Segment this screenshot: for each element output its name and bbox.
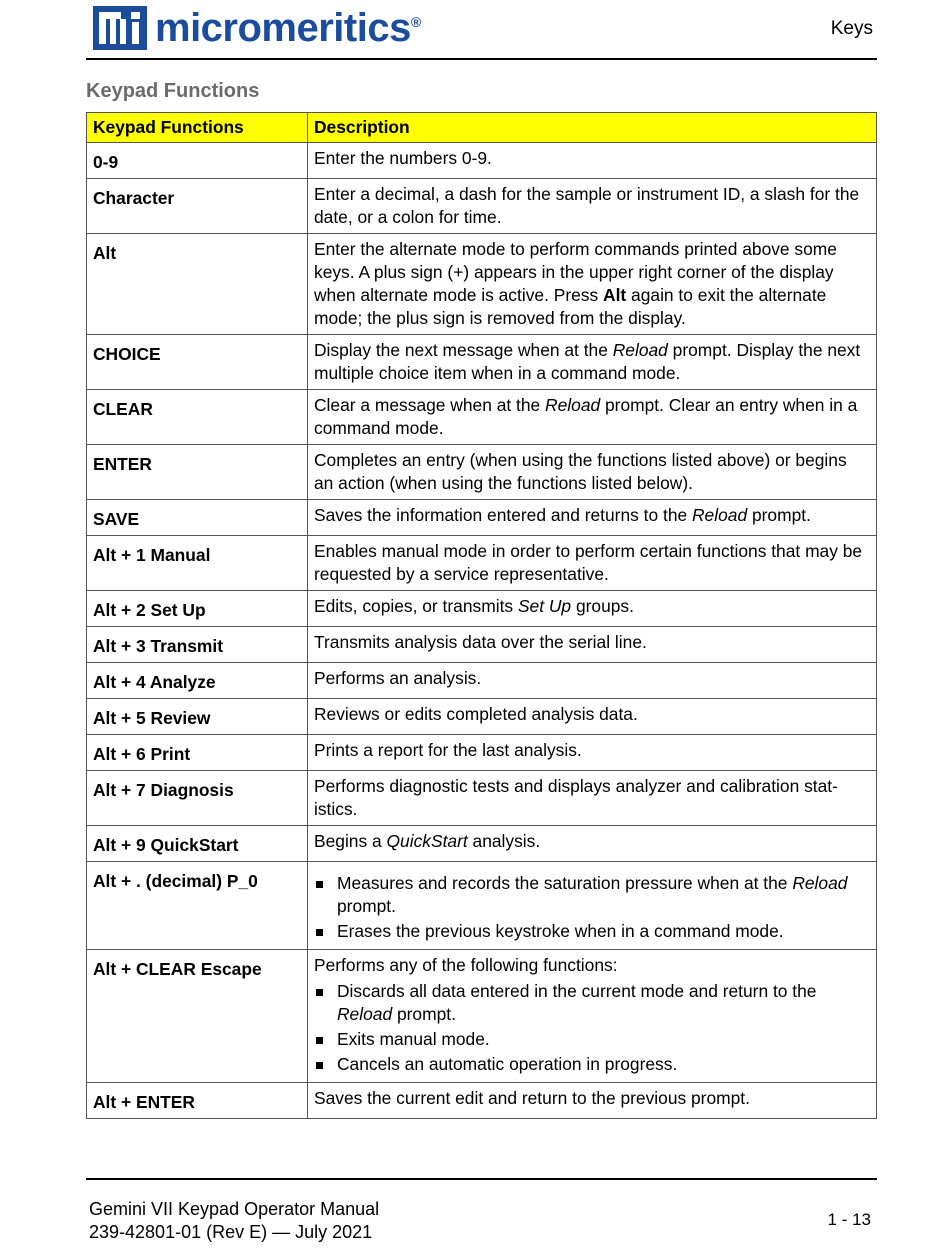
key-description — [308, 335, 877, 390]
page-header — [0, 0, 950, 62]
registered-mark: ® — [410, 14, 421, 30]
table-row — [87, 950, 877, 1083]
key-name: Alt + 2 Set Up — [87, 591, 308, 627]
key-description — [308, 536, 877, 591]
header-divider — [86, 58, 877, 60]
key-name: Alt — [87, 234, 308, 335]
text-run: Display the next message when at the — [314, 340, 613, 360]
text-run: Discards all data entered in the current mode and return to the — [337, 981, 817, 1001]
keypad-functions-table — [86, 112, 877, 1119]
text-run: groups. — [571, 596, 634, 616]
text-run: Measures and records the saturation pressure when at the — [337, 873, 793, 893]
square-bullet-icon — [316, 1062, 323, 1069]
text-run: Reviews or edits completed analysis data. — [314, 704, 638, 724]
bullet-list — [314, 980, 870, 1076]
text-run: Saves the information entered and returns to the — [314, 505, 692, 525]
table-row — [87, 627, 877, 663]
text-run: prompt. — [392, 1004, 456, 1024]
key-description — [308, 390, 877, 445]
key-description — [308, 500, 877, 536]
key-description — [308, 179, 877, 234]
table-row — [87, 735, 877, 771]
key-name: Alt + 9 QuickStart — [87, 826, 308, 862]
key-description — [308, 826, 877, 862]
key-description — [308, 445, 877, 500]
key-name: Alt + . (decimal) P_0 — [87, 862, 308, 950]
key-name: 0-9 — [87, 143, 308, 179]
text-run: Enter the alternate mode to perform commands printed above some keys. A plus sign (+) appears in the upper right corner of the display when alternate mode is active. Press — [314, 239, 837, 305]
table-row — [87, 1083, 877, 1119]
key-description — [308, 627, 877, 663]
text-run: prompt. — [337, 896, 396, 916]
table-row — [87, 663, 877, 699]
text-run: Edits, copies, or transmits — [314, 596, 518, 616]
text-run: again to exit the alternate mode; the plus sign is removed from the display. — [314, 285, 827, 328]
bullet-item — [314, 1028, 870, 1051]
text-run: Clear a message when at the — [314, 395, 546, 415]
text-run: Performs an analysis. — [314, 668, 482, 688]
key-name: Alt + ENTER — [87, 1083, 308, 1119]
text-run: prompt. — [747, 505, 811, 525]
brand-logo — [93, 6, 421, 50]
table-row — [87, 234, 877, 335]
italic-term: QuickStart — [386, 831, 468, 851]
key-name: CLEAR — [87, 390, 308, 445]
key-description — [308, 663, 877, 699]
key-name: Alt + 7 Diagnosis — [87, 771, 308, 826]
table-row — [87, 591, 877, 627]
key-name: Alt + 3 Transmit — [87, 627, 308, 663]
key-description — [308, 699, 877, 735]
table-row — [87, 699, 877, 735]
text-run: Begins a — [314, 831, 387, 851]
brand-name: micromeritics® — [155, 6, 421, 50]
bullet-list — [314, 872, 870, 943]
text-run: Erases the previous keystroke when in a command mode. — [337, 921, 784, 941]
key-description — [308, 143, 877, 179]
footer-manual-title: Gemini VII Keypad Operator Manual — [89, 1199, 380, 1219]
key-description — [308, 591, 877, 627]
bullet-item — [314, 1053, 870, 1076]
text-run: analysis. — [467, 831, 541, 851]
italic-term: Set Up — [517, 596, 572, 616]
italic-term: Reload — [337, 1004, 393, 1024]
key-description — [308, 234, 877, 335]
text-run: Prints a report for the last analysis. — [314, 740, 582, 760]
text-run: prompt. Display the next multiple choice item when in a command mode. — [314, 340, 861, 383]
key-name: Alt + 5 Review — [87, 699, 308, 735]
table-row — [87, 500, 877, 536]
page-number: 1 - 13 — [827, 1210, 871, 1229]
text-run: prompt. Clear an entry when in a command mode. — [314, 395, 858, 438]
column-header-keypad-functions: Keypad Functions — [87, 113, 308, 143]
description-lead: Performs any of the following functions: — [314, 955, 618, 975]
key-description — [308, 950, 877, 1083]
text-run: Performs diagnostic tests and displays analyzer and calibration stat-istics. — [314, 776, 838, 819]
key-name: Alt + CLEAR Escape — [87, 950, 308, 1083]
text-run: Cancels an automatic operation in progress. — [337, 1054, 678, 1074]
section-title: Keypad Functions — [86, 80, 260, 102]
table-header-row — [87, 113, 877, 143]
footer-doc-number: 239-42801-01 (Rev E) — July 2021 — [89, 1222, 373, 1242]
bullet-item — [314, 872, 870, 918]
footer-divider — [86, 1178, 877, 1180]
square-bullet-icon — [316, 929, 323, 936]
bold-term: Alt — [603, 285, 627, 305]
bullet-item — [314, 980, 870, 1026]
square-bullet-icon — [316, 989, 323, 996]
key-name: Alt + 6 Print — [87, 735, 308, 771]
table-row — [87, 862, 877, 950]
key-name: CHOICE — [87, 335, 308, 390]
text-run: Transmits analysis data over the serial line. — [314, 632, 647, 652]
italic-term: Reload — [612, 340, 668, 360]
table-row — [87, 536, 877, 591]
table-row — [87, 179, 877, 234]
micromeritics-logo-icon — [93, 6, 147, 50]
key-name: Alt + 4 Analyze — [87, 663, 308, 699]
table-row — [87, 826, 877, 862]
key-name: SAVE — [87, 500, 308, 536]
text-run: Saves the current edit and return to the previous prompt. — [314, 1088, 750, 1108]
key-description — [308, 862, 877, 950]
bullet-item — [314, 920, 870, 943]
key-name: Alt + 1 Manual — [87, 536, 308, 591]
italic-term: Reload — [792, 873, 848, 893]
key-description — [308, 1083, 877, 1119]
italic-term: Reload — [545, 395, 601, 415]
footer-manual-info — [89, 1198, 379, 1244]
text-run: Enter the numbers 0-9. — [314, 148, 492, 168]
text-run: Enter a decimal, a dash for the sample or instrument ID, a slash for the date, or a colon for time. — [314, 184, 860, 227]
square-bullet-icon — [316, 1037, 323, 1044]
table-row — [87, 335, 877, 390]
column-header-description: Description — [308, 113, 877, 143]
text-run: Enables manual mode in order to perform certain functions that may be requested by a service representative. — [314, 541, 863, 584]
key-description — [308, 771, 877, 826]
italic-term: Reload — [692, 505, 748, 525]
text-run: Completes an entry (when using the functions listed above) or begins an action (when using the functions listed below). — [314, 450, 847, 493]
key-name: ENTER — [87, 445, 308, 500]
table-row — [87, 445, 877, 500]
header-section-title: Keys — [830, 18, 873, 39]
table-row — [87, 771, 877, 826]
text-run: Exits manual mode. — [337, 1029, 490, 1049]
key-description — [308, 735, 877, 771]
key-name: Character — [87, 179, 308, 234]
square-bullet-icon — [316, 881, 323, 888]
table-row — [87, 143, 877, 179]
table-row — [87, 390, 877, 445]
